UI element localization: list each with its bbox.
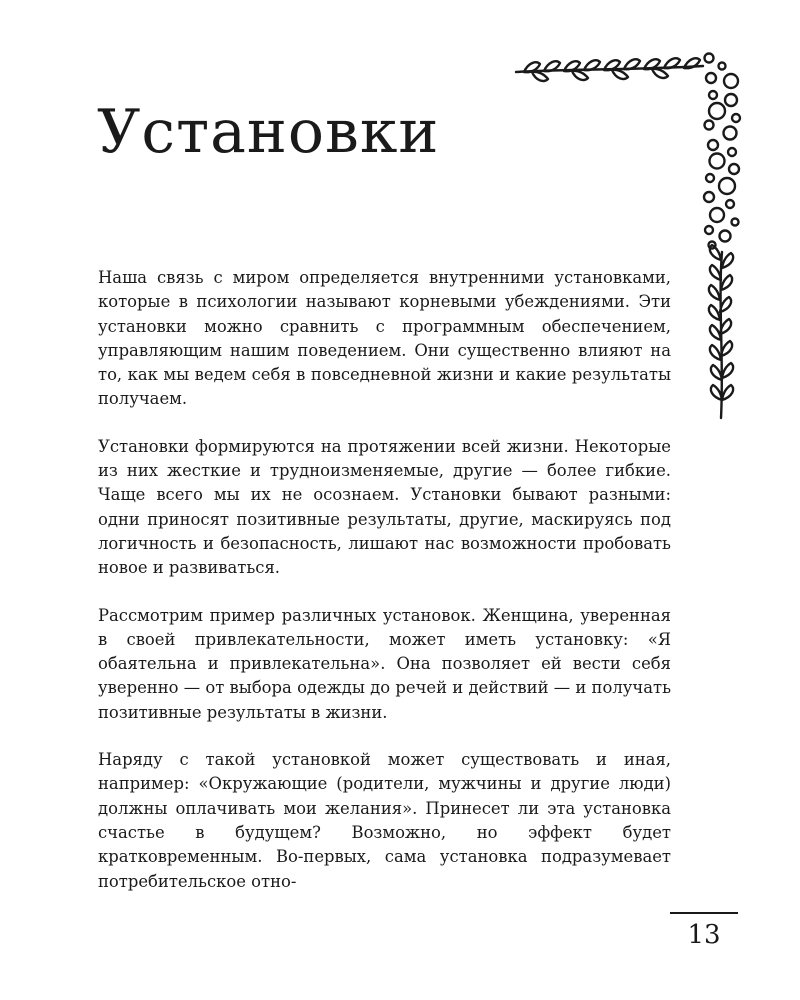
page-number: 13 [687,920,721,950]
paragraph: Наряду с такой установкой может существовать и иная, например: «Окружающие (родители, мужчины и другие люди) должны оплачивать мои желания». Принесет ли эта установка счастье в будущем? Возможно, но эффект будет кратковременным. Во-первых, сама установка подразумевает потребительское отно- [98,750,671,891]
paragraph: Наша связь с миром определяется внутренними установками, которые в психологии называют корневыми убеждениями. Эти установки можно сравнить с программным обеспечением, управляющим нашим поведением. Они существенно влияют на то, как мы ведем себя в повседневной жизни и какие результаты получаем. [98,268,671,409]
paragraph: Установки формируются на протяжении всей жизни. Некоторые из них жесткие и трудноизменяемые, другие — более гибкие. Чаще всего мы их не осознаем. Установки бывают разными: одни приносят позитивные результаты, другие, маскируясь под логичность и безопасность, лишают нас возможности пробовать новое и развиваться. [98,436,671,578]
page-title: Установки [97,97,440,167]
body-text [98,266,671,917]
paragraph: Рассмотрим пример различных установок. Женщина, уверенная в своей привлекательности, может иметь установку: «Я обаятельна и привлекательна». Она позволяет ей вести себя уверенно — от выбора одежды до речей и действий — и получать позитивные результаты в жизни. [98,605,671,722]
page-number-rule [670,912,738,914]
